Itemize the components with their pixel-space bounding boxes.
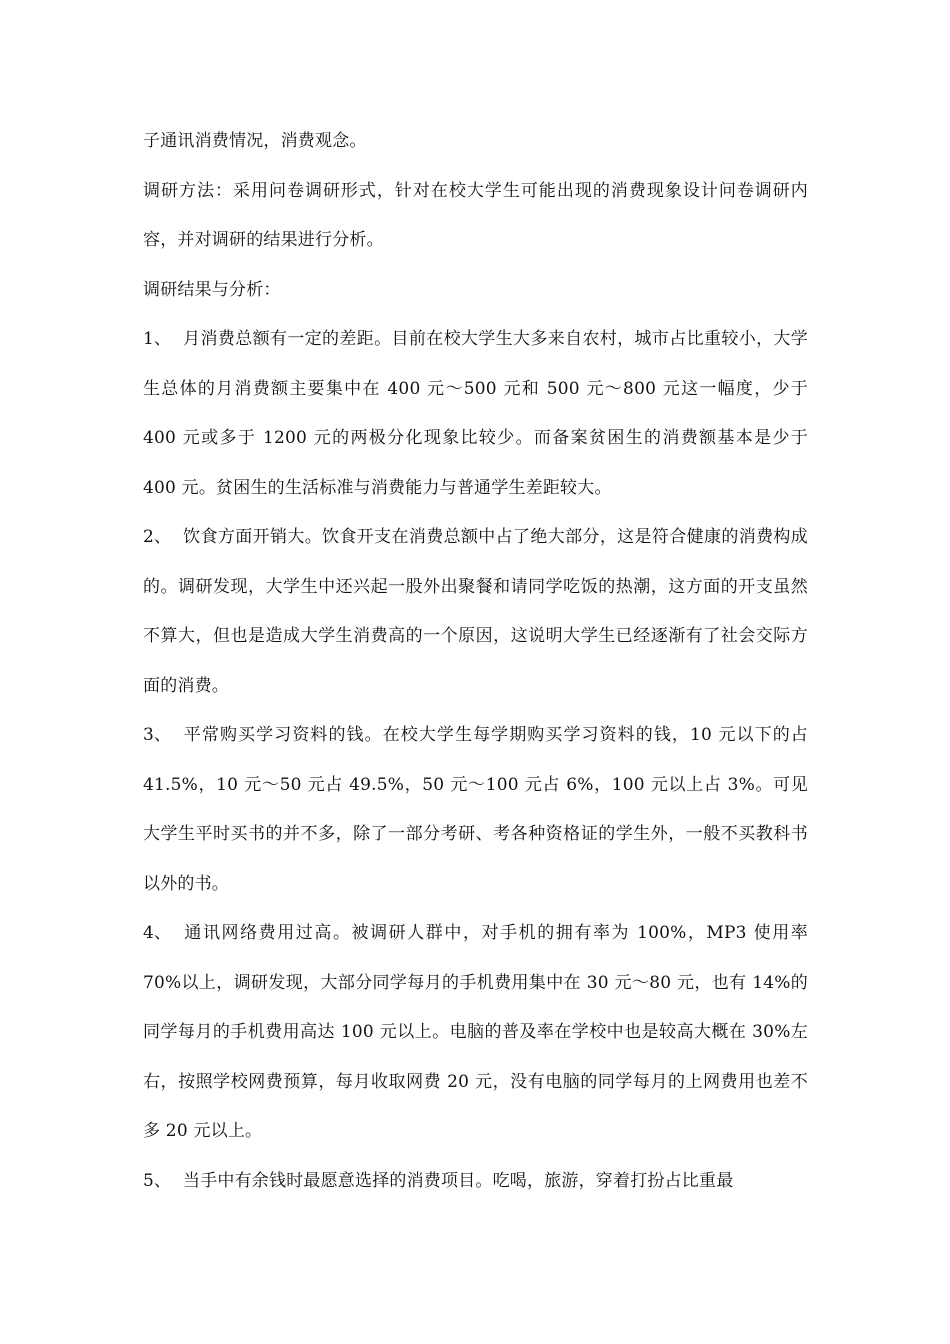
list-item-text: 月消费总额有一定的差距。目前在校大学生大多来自农村，城市占比重较小，大学生总体的月消费额主要集中在 400 元～500 元和 500 元～800 元这一幅度，少于 400 元或多于 1200 元的两极分化现象比较少。而备案贫困生的消费额基本是少于 400 元。贫困生的生活标准与消费能力与普通学生差距较大。 xyxy=(143,329,808,498)
list-number: 2、 xyxy=(143,527,172,547)
list-item-3 xyxy=(143,711,808,909)
list-item-text: 饮食方面开销大。饮食开支在消费总额中占了绝大部分，这是符合健康的消费构成的。调研发现，大学生中还兴起一股外出聚餐和请同学吃饭的热潮，这方面的开支虽然不算大，但也是造成大学生消费高的一个原因，这说明大学生已经逐渐有了社会交际方面的消费。 xyxy=(143,527,808,696)
list-number: 3、 xyxy=(143,725,172,745)
list-number: 4、 xyxy=(143,923,172,943)
list-item-text: 当手中有余钱时最愿意选择的消费项目。吃喝，旅游，穿着打扮占比重最 xyxy=(183,1170,734,1191)
paragraph-results-heading: 调研结果与分析： xyxy=(143,279,281,300)
document-body xyxy=(143,117,808,1206)
paragraph-intro-continuation: 子通讯消费情况，消费观念。 xyxy=(143,131,367,151)
list-item-5 xyxy=(143,1157,808,1207)
list-number: 5、 xyxy=(143,1170,172,1191)
list-item-1 xyxy=(143,315,808,513)
list-item-4 xyxy=(143,909,808,1157)
list-item-2 xyxy=(143,513,808,711)
paragraph-research-method: 调研方法：采用问卷调研形式，针对在校大学生可能出现的消费现象设计问卷调研内容，并对调研的结果进行分析。 xyxy=(143,180,808,250)
list-number: 1、 xyxy=(143,329,172,349)
list-item-text: 通讯网络费用过高。被调研人群中，对手机的拥有率为 100%，MP3 使用率 70%以上，调研发现，大部分同学每月的手机费用集中在 30 元～80 元，也有 14%的同学每月的手机费用高达 100 元以上。电脑的普及率在学校中也是较高大概在 30%左右，按照学校网费预算，每月收取网费 20 元，没有电脑的同学每月的上网费用也差不多 20 元以上。 xyxy=(143,923,808,1141)
list-item-text: 平常购买学习资料的钱。在校大学生每学期购买学习资料的钱，10 元以下的占 41.5%，10 元～50 元占 49.5%，50 元～100 元占 6%，100 元以上占 3%。可见大学生平时买书的并不多，除了一部分考研、考各种资格证的学生外，一般不买教科书以外的书。 xyxy=(143,725,808,894)
